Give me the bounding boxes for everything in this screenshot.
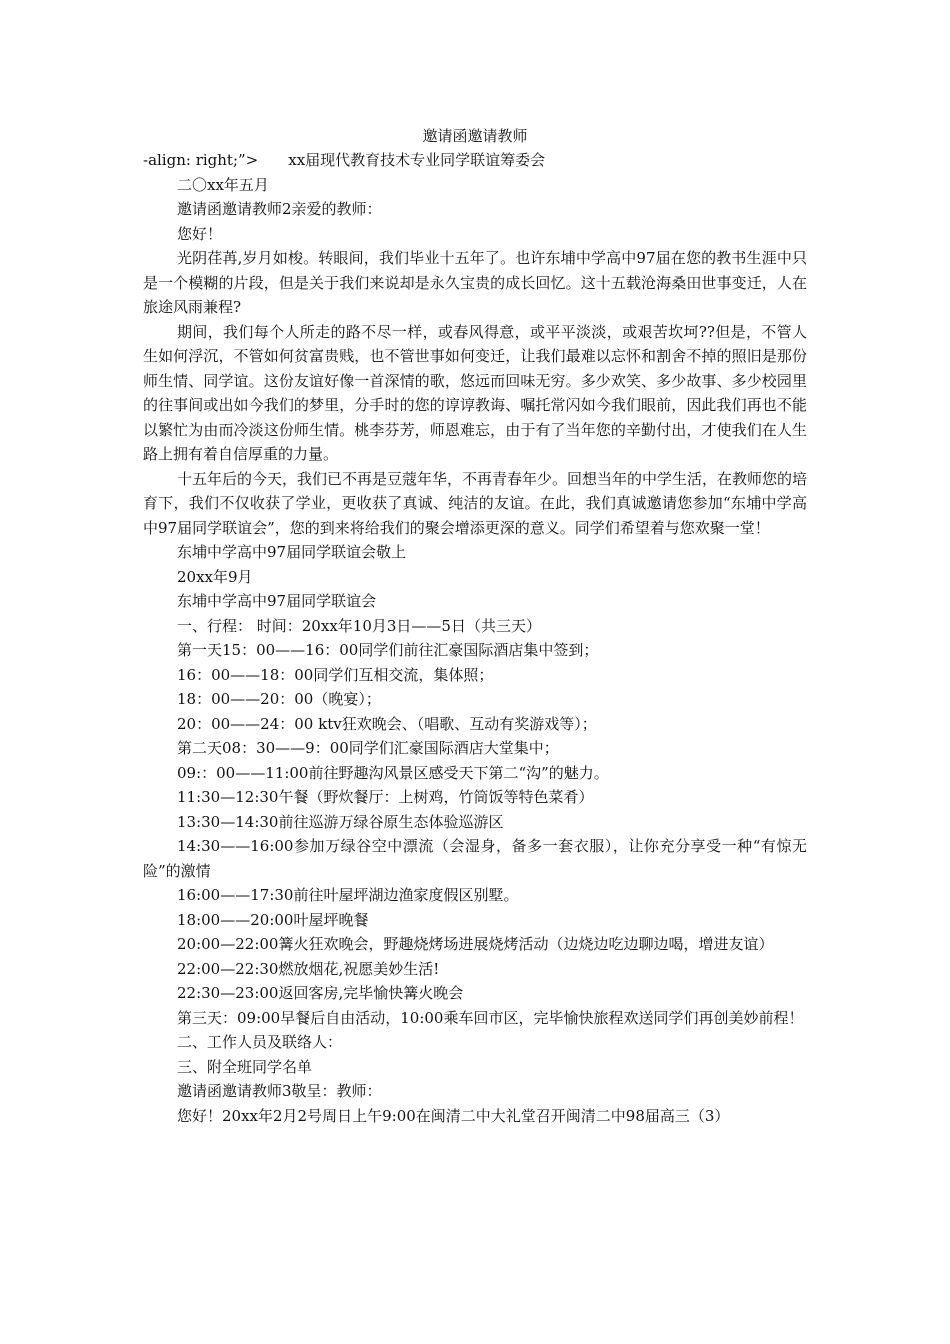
itinerary-item: 第三天：09:00早餐后自由活动，10:00乘车回市区，完毕愉快旅程欢送同学们再创美妙前程！ [177, 1008, 804, 1027]
itinerary-item: 11:30—12:30午餐（野炊餐厅：上树鸡，竹筒饭等特色菜肴） [177, 788, 594, 806]
itinerary-item: 22:00—22:30燃放烟花,祝愿美妙生活! [177, 959, 440, 978]
itinerary-item: 13:30—14:30前往巡游万绿谷原生态体验巡游区 [177, 812, 504, 831]
body-paragraph: 光阴荏苒,岁月如梭。转眼间，我们毕业十五年了。也许东埔中学高中97届在您的教书生涯中只是一个模糊的片段，但是关于我们来说却是永久宝贵的成长回忆。这十五载沧海桑田世事变迁，人在旅途风雨兼程? [143, 249, 807, 316]
section-heading: 二、工作人员及联络人： [177, 1033, 343, 1051]
itinerary-item: 22:30—23:00返回客房,完毕愉快篝火晚会 [177, 984, 464, 1002]
itinerary-item: 20:00—22:00篝火狂欢晚会，野趣烧烤场进展烧烤活动（边烧边吃边聊边喝，增进友谊） [177, 935, 774, 953]
document-title: 邀请函邀请教师 [422, 127, 528, 145]
itinerary-item: 一、行程： 时间：20xx年10月3日——5日（共三天） [177, 616, 541, 635]
itinerary-item: 09:：00——11:00前往野趣沟风景区感受天下第二“沟”的魅力。 [177, 763, 609, 782]
body-paragraph: 十五年后的今天，我们已不再是豆蔻年华，不再青春年少。回想当年的中学生活，在教师您的培育下，我们不仅收获了学业，更收获了真诚、纯洁的友谊。在此，我们真诚邀请您参加“东埔中学高中97届同学联谊会”，您的到来将给我们的聚会增添更深的意义。同学们希望着与您欢聚一堂！ [143, 469, 808, 537]
itinerary-item: 第二天08：30——9：00同学们汇豪国际酒店大堂集中； [177, 739, 559, 757]
itinerary-item: 18:00——20:00叶屋坪晚餐 [177, 910, 369, 929]
greeting: 您好！ [177, 224, 223, 243]
date-line: 二〇xx年五月 [177, 175, 269, 194]
salutation: 邀请函邀请教师2亲爱的教师： [177, 200, 382, 218]
itinerary-item: 第一天15：00——16：00同学们前往汇豪国际酒店集中签到； [177, 641, 599, 659]
salutation: 邀请函邀请教师3敬呈：教师： [177, 1082, 382, 1100]
itinerary-item: 16：00——18：00同学们互相交流，集体照； [177, 665, 494, 684]
document-body [143, 148, 807, 1128]
itinerary-item: 14:30——16:00参加万绿谷空中漂流（会湿身，备多一套衣服），让你充分享受一种“有惊无险”的激情 [143, 837, 807, 880]
itinerary-item: 16:00——17:30前往叶屋坪湖边渔家度假区别墅。 [177, 886, 519, 904]
itinerary-item: 18：00——20：00（晚宴）； [177, 690, 381, 708]
signature-line: 东埔中学高中97届同学联谊会敬上 [177, 543, 407, 561]
itinerary-item: 20：00——24：00 ktv狂欢晚会、（唱歌、互动有奖游戏等）； [177, 714, 597, 733]
section-heading: 东埔中学高中97届同学联谊会 [177, 592, 377, 610]
committee-line: -align: right;”> xx届现代教育技术专业同学联谊筹委会 [143, 151, 546, 169]
body-paragraph: 您好！20xx年2月2号周日上午9:00在闽清二中大礼堂召开闽清二中98届高三（3） [177, 1106, 730, 1125]
section-heading: 三、附全班同学名单 [177, 1057, 313, 1076]
body-paragraph: 期间，我们每个人所走的路不尽一样，或春风得意，或平平淡淡，或艰苦坎坷??但是，不管人生如何浮沉，不管如何贫富贵贱，也不管世事如何变迁，让我们最难以忘怀和割舍不掉的照旧是那份师生情、同学谊。这份友谊好像一首深情的歌，悠远而回味无穷。多少欢笑、多少故事、多少校园里的往事间或出如今我们的梦里，分手时的您的谆谆教诲、嘱托常闪如今我们眼前，因此我们再也不能以繁忙为由而冷淡这份师生情。桃李芬芳，师恩难忘，由于有了当年您的辛勤付出，才使我们在人生路上拥有着自信厚重的力量。 [143, 322, 807, 463]
signature-date: 20xx年9月 [177, 567, 253, 586]
